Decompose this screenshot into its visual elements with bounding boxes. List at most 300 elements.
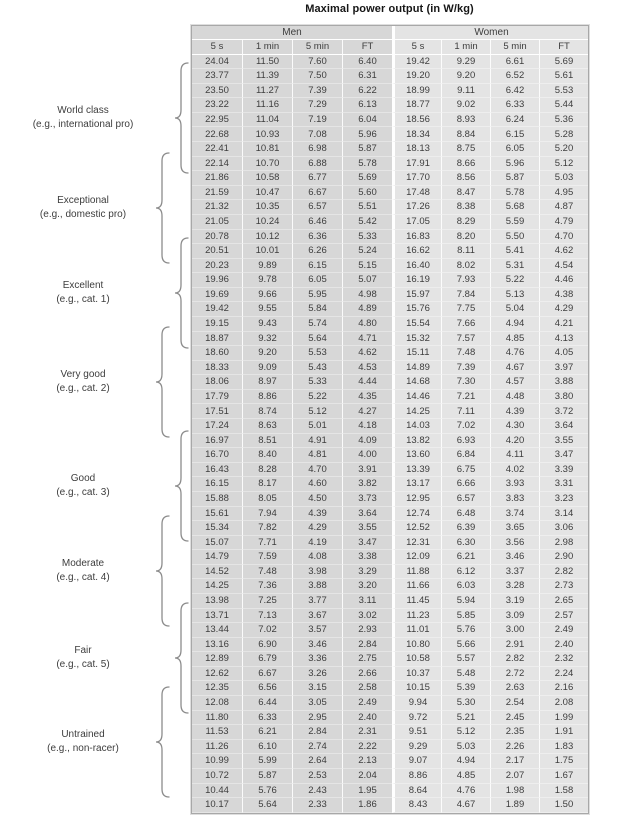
category-name: Exceptional (57, 195, 109, 206)
table-cell: 9.72 (392, 711, 441, 726)
table-row (192, 69, 588, 84)
table-cell: 3.02 (342, 609, 392, 624)
category-example: (e.g., cat. 4) (56, 571, 110, 583)
table-cell: 8.20 (441, 230, 490, 245)
table-cell: 6.30 (441, 536, 490, 551)
table-cell: 4.29 (292, 521, 342, 536)
column-header: 5 min (292, 40, 342, 55)
table-cell: 8.93 (441, 113, 490, 128)
table-cell: 11.27 (242, 84, 292, 99)
table-cell: 9.55 (242, 302, 292, 317)
table-cell: 7.93 (441, 273, 490, 288)
table-cell: 6.24 (490, 113, 539, 128)
table-cell: 2.65 (539, 594, 588, 609)
table-cell: 7.94 (242, 507, 292, 522)
table-cell: 5.33 (342, 230, 392, 245)
table-cell: 7.48 (242, 565, 292, 580)
table-cell: 19.15 (192, 317, 242, 332)
table-cell: 11.01 (392, 623, 441, 638)
table-cell: 20.23 (192, 259, 242, 274)
table-cell: 23.77 (192, 69, 242, 84)
table-cell: 2.35 (490, 725, 539, 740)
table-cell: 17.26 (392, 200, 441, 215)
table-cell: 10.01 (242, 244, 292, 259)
table-cell: 4.35 (342, 390, 392, 405)
table-cell: 6.04 (342, 113, 392, 128)
table-row (192, 579, 588, 594)
category-example: (e.g., international pro) (32, 118, 134, 130)
table-cell: 2.57 (539, 609, 588, 624)
table-cell: 8.66 (441, 157, 490, 172)
table-row (192, 215, 588, 230)
table-cell: 3.46 (292, 638, 342, 653)
table-cell: 11.26 (192, 740, 242, 755)
table-cell: 4.91 (292, 434, 342, 449)
table-cell: 7.13 (242, 609, 292, 624)
table-row (192, 346, 588, 361)
table-cell: 6.05 (490, 142, 539, 157)
table-cell: 5.76 (242, 784, 292, 799)
table-cell: 10.58 (392, 652, 441, 667)
table-cell: 5.53 (539, 84, 588, 99)
table-cell: 17.51 (192, 404, 242, 419)
table-cell: 6.88 (292, 157, 342, 172)
table-cell: 22.14 (192, 157, 242, 172)
table-cell: 6.13 (342, 98, 392, 113)
table-cell: 4.94 (441, 754, 490, 769)
table-cell: 1.50 (539, 798, 588, 813)
table-cell: 4.02 (490, 463, 539, 478)
table-row (192, 404, 588, 419)
table-cell: 2.91 (490, 638, 539, 653)
table-row (192, 259, 588, 274)
table-cell: 3.73 (342, 492, 392, 507)
table-row (192, 740, 588, 755)
table-row (192, 609, 588, 624)
table-cell: 6.52 (490, 69, 539, 84)
table-cell: 2.82 (539, 565, 588, 580)
table-cell: 5.64 (292, 332, 342, 347)
table-cell: 6.93 (441, 434, 490, 449)
table-cell: 3.57 (292, 623, 342, 638)
table-cell: 16.83 (392, 230, 441, 245)
table-cell: 4.21 (539, 317, 588, 332)
table-cell: 10.17 (192, 798, 242, 813)
table-cell: 4.46 (539, 273, 588, 288)
table-cell: 2.82 (490, 652, 539, 667)
table-cell: 4.80 (342, 317, 392, 332)
curly-brace-icon (175, 63, 188, 173)
table-cell: 6.31 (342, 69, 392, 84)
table-cell: 5.76 (441, 623, 490, 638)
table-cell: 2.49 (342, 696, 392, 711)
table-cell: 8.38 (441, 200, 490, 215)
table-cell: 5.41 (490, 244, 539, 259)
table-cell: 5.60 (342, 186, 392, 201)
category-name: World class (57, 105, 109, 116)
table-cell: 4.62 (342, 346, 392, 361)
table-cell: 5.43 (292, 361, 342, 376)
category-example: (e.g., cat. 1) (56, 293, 110, 305)
table-cell: 7.29 (292, 98, 342, 113)
table-cell: 6.36 (292, 230, 342, 245)
table-cell: 2.93 (342, 623, 392, 638)
table-cell: 10.37 (392, 667, 441, 682)
table-cell: 6.66 (441, 477, 490, 492)
table-cell: 17.91 (392, 157, 441, 172)
category-name: Moderate (61, 558, 105, 569)
table-cell: 6.21 (441, 550, 490, 565)
table-cell: 7.25 (242, 594, 292, 609)
table-cell: 3.20 (342, 579, 392, 594)
table-cell: 6.26 (292, 244, 342, 259)
table-cell: 10.99 (192, 754, 242, 769)
table-cell: 4.29 (539, 302, 588, 317)
table-cell: 3.97 (539, 361, 588, 376)
table-cell: 19.96 (192, 273, 242, 288)
table-cell: 3.56 (490, 536, 539, 551)
table-cell: 6.48 (441, 507, 490, 522)
table-cell: 3.09 (490, 609, 539, 624)
table-cell: 15.34 (192, 521, 242, 536)
table-cell: 5.95 (292, 288, 342, 303)
table-cell: 7.02 (441, 419, 490, 434)
table-cell: 3.93 (490, 477, 539, 492)
table-cell: 15.88 (192, 492, 242, 507)
table-cell: 12.52 (392, 521, 441, 536)
table-cell: 1.95 (342, 784, 392, 799)
table-cell: 16.40 (392, 259, 441, 274)
table-cell: 2.95 (292, 711, 342, 726)
table-cell: 3.88 (539, 375, 588, 390)
table-cell: 3.19 (490, 594, 539, 609)
table-cell: 3.00 (490, 623, 539, 638)
table-cell: 5.53 (292, 346, 342, 361)
table-cell: 8.51 (242, 434, 292, 449)
table-cell: 18.06 (192, 375, 242, 390)
table-cell: 3.98 (292, 565, 342, 580)
table-cell: 7.84 (441, 288, 490, 303)
table-cell: 12.74 (392, 507, 441, 522)
table-cell: 4.60 (292, 477, 342, 492)
category-name: Very good (60, 369, 106, 380)
table-cell: 15.07 (192, 536, 242, 551)
table-cell: 13.98 (192, 594, 242, 609)
table-cell: 2.40 (342, 711, 392, 726)
table-cell: 5.21 (441, 711, 490, 726)
table-cell: 6.15 (490, 127, 539, 142)
table-row (192, 594, 588, 609)
table-cell: 11.23 (392, 609, 441, 624)
table-cell: 9.07 (392, 754, 441, 769)
table-cell: 6.75 (441, 463, 490, 478)
table-cell: 3.23 (539, 492, 588, 507)
table-cell: 5.87 (490, 171, 539, 186)
table-cell: 23.50 (192, 84, 242, 99)
table-row (192, 798, 588, 813)
table-cell: 1.67 (539, 769, 588, 784)
table-cell: 7.71 (242, 536, 292, 551)
column-header: 5 s (392, 40, 441, 55)
table-cell: 11.50 (242, 55, 292, 70)
table-cell: 5.31 (490, 259, 539, 274)
table-row (192, 492, 588, 507)
table-cell: 1.99 (539, 711, 588, 726)
table-row (192, 361, 588, 376)
table-cell: 3.47 (342, 536, 392, 551)
table-cell: 3.55 (342, 521, 392, 536)
table-cell: 8.05 (242, 492, 292, 507)
table-cell: 15.97 (392, 288, 441, 303)
table-cell: 5.87 (242, 769, 292, 784)
table-cell: 11.80 (192, 711, 242, 726)
table-cell: 20.51 (192, 244, 242, 259)
table-cell: 6.56 (242, 681, 292, 696)
table-cell: 8.75 (441, 142, 490, 157)
table-cell: 9.78 (242, 273, 292, 288)
table-cell: 11.39 (242, 69, 292, 84)
curly-brace-icon (175, 238, 188, 348)
table-cell: 5.78 (490, 186, 539, 201)
table-cell: 3.37 (490, 565, 539, 580)
table-cell: 6.42 (490, 84, 539, 99)
table-cell: 2.84 (292, 725, 342, 740)
table-cell: 6.98 (292, 142, 342, 157)
table-row (192, 623, 588, 638)
table-cell: 4.89 (342, 302, 392, 317)
table-cell: 5.42 (342, 215, 392, 230)
table-cell: 2.66 (342, 667, 392, 682)
table-cell: 7.50 (292, 69, 342, 84)
table-cell: 14.89 (392, 361, 441, 376)
column-header: 5 s (192, 40, 242, 55)
table-cell: 18.34 (392, 127, 441, 142)
table-row (192, 244, 588, 259)
table-cell: 7.82 (242, 521, 292, 536)
table-cell: 5.48 (441, 667, 490, 682)
table-cell: 6.33 (242, 711, 292, 726)
table-cell: 3.36 (292, 652, 342, 667)
table-cell: 11.45 (392, 594, 441, 609)
table-cell: 5.24 (342, 244, 392, 259)
category-example: (e.g., cat. 5) (56, 658, 110, 670)
table-row (192, 434, 588, 449)
table-cell: 3.55 (539, 434, 588, 449)
table-cell: 8.84 (441, 127, 490, 142)
table-cell: 22.41 (192, 142, 242, 157)
table-cell: 16.62 (392, 244, 441, 259)
table-row (192, 419, 588, 434)
table-cell: 5.61 (539, 69, 588, 84)
table-cell: 6.03 (441, 579, 490, 594)
table-cell: 9.94 (392, 696, 441, 711)
table-cell: 3.05 (292, 696, 342, 711)
table-cell: 5.51 (342, 200, 392, 215)
table-cell: 10.81 (242, 142, 292, 157)
table-cell: 4.85 (490, 332, 539, 347)
table-cell: 18.87 (192, 332, 242, 347)
table-cell: 2.74 (292, 740, 342, 755)
table-cell: 21.59 (192, 186, 242, 201)
table-cell: 4.67 (490, 361, 539, 376)
table-cell: 5.57 (441, 652, 490, 667)
table-cell: 5.85 (441, 609, 490, 624)
table-cell: 1.89 (490, 798, 539, 813)
table-row (192, 98, 588, 113)
table-cell: 4.13 (539, 332, 588, 347)
table-cell: 16.97 (192, 434, 242, 449)
table-cell: 8.86 (392, 769, 441, 784)
table-cell: 1.86 (342, 798, 392, 813)
table-row (192, 521, 588, 536)
women-group-header: Women (392, 26, 588, 40)
table-cell: 6.05 (292, 273, 342, 288)
table-row (192, 638, 588, 653)
table-cell: 8.17 (242, 477, 292, 492)
table-cell: 5.03 (539, 171, 588, 186)
table-row (192, 332, 588, 347)
table-cell: 3.11 (342, 594, 392, 609)
table-title: Maximal power output (in W/kg) (305, 3, 474, 15)
table-cell: 15.61 (192, 507, 242, 522)
table-cell: 10.93 (242, 127, 292, 142)
table-cell: 2.49 (539, 623, 588, 638)
column-header: 1 min (441, 40, 490, 55)
table-cell: 7.59 (242, 550, 292, 565)
table-cell: 13.17 (392, 477, 441, 492)
table-cell: 5.69 (342, 171, 392, 186)
table-cell: 7.36 (242, 579, 292, 594)
table-cell: 6.15 (292, 259, 342, 274)
table-cell: 5.59 (490, 215, 539, 230)
table-cell: 5.96 (490, 157, 539, 172)
table-cell: 18.77 (392, 98, 441, 113)
table-cell: 16.15 (192, 477, 242, 492)
table-cell: 7.48 (441, 346, 490, 361)
table-cell: 2.90 (539, 550, 588, 565)
table-cell: 4.57 (490, 375, 539, 390)
table-cell: 7.21 (441, 390, 490, 405)
table-cell: 2.53 (292, 769, 342, 784)
table-cell: 9.51 (392, 725, 441, 740)
table-cell: 6.22 (342, 84, 392, 99)
table-cell: 22.95 (192, 113, 242, 128)
table-cell: 2.63 (490, 681, 539, 696)
table-cell: 13.82 (392, 434, 441, 449)
table-cell: 5.33 (292, 375, 342, 390)
table-body (192, 55, 588, 813)
table-cell: 2.08 (539, 696, 588, 711)
table-cell: 17.79 (192, 390, 242, 405)
table-cell: 4.98 (342, 288, 392, 303)
table-row (192, 157, 588, 172)
category-label (3, 194, 163, 222)
table-cell: 3.77 (292, 594, 342, 609)
table-row (192, 507, 588, 522)
table-cell: 7.02 (242, 623, 292, 638)
table-cell: 24.04 (192, 55, 242, 70)
table-cell: 2.17 (490, 754, 539, 769)
table-row (192, 127, 588, 142)
table-cell: 2.43 (292, 784, 342, 799)
category-label (3, 104, 163, 132)
table-cell: 12.95 (392, 492, 441, 507)
table-cell: 14.25 (192, 579, 242, 594)
table-row (192, 230, 588, 245)
table-cell: 15.54 (392, 317, 441, 332)
table-cell: 11.04 (242, 113, 292, 128)
table-cell: 5.20 (539, 142, 588, 157)
table-cell: 9.11 (441, 84, 490, 99)
table-cell: 3.28 (490, 579, 539, 594)
table-cell: 3.14 (539, 507, 588, 522)
table-cell: 10.72 (192, 769, 242, 784)
table-cell: 19.20 (392, 69, 441, 84)
table-row (192, 273, 588, 288)
table-row (192, 652, 588, 667)
table-cell: 13.16 (192, 638, 242, 653)
table-cell: 15.76 (392, 302, 441, 317)
table-row (192, 302, 588, 317)
table-cell: 2.07 (490, 769, 539, 784)
table-row (192, 84, 588, 99)
table-cell: 4.67 (441, 798, 490, 813)
table-cell: 1.83 (539, 740, 588, 755)
table-cell: 2.75 (342, 652, 392, 667)
table-cell: 2.22 (342, 740, 392, 755)
table-cell: 4.18 (342, 419, 392, 434)
table-cell: 19.42 (192, 302, 242, 317)
table-cell: 2.31 (342, 725, 392, 740)
table-cell: 4.94 (490, 317, 539, 332)
table-cell: 6.46 (292, 215, 342, 230)
table-cell: 4.38 (539, 288, 588, 303)
table-cell: 14.25 (392, 404, 441, 419)
table-cell: 3.39 (539, 463, 588, 478)
table-cell: 10.24 (242, 215, 292, 230)
table-cell: 5.39 (441, 681, 490, 696)
table-cell: 6.77 (292, 171, 342, 186)
table-cell: 5.03 (441, 740, 490, 755)
table-cell: 4.19 (292, 536, 342, 551)
table-cell: 3.88 (292, 579, 342, 594)
table-cell: 6.57 (441, 492, 490, 507)
table-cell: 12.89 (192, 652, 242, 667)
table-cell: 13.39 (392, 463, 441, 478)
table-cell: 2.84 (342, 638, 392, 653)
table-cell: 6.67 (292, 186, 342, 201)
table-cell: 5.87 (342, 142, 392, 157)
table-cell: 5.66 (441, 638, 490, 653)
table-cell: 22.68 (192, 127, 242, 142)
column-header: FT (539, 40, 588, 55)
table-cell: 4.85 (441, 769, 490, 784)
table-cell: 14.68 (392, 375, 441, 390)
table-cell: 3.65 (490, 521, 539, 536)
table-cell: 3.64 (342, 507, 392, 522)
table-cell: 7.30 (441, 375, 490, 390)
category-name: Excellent (62, 280, 104, 291)
category-example: (e.g., cat. 2) (56, 382, 110, 394)
table-cell: 9.29 (441, 55, 490, 70)
table-cell: 7.57 (441, 332, 490, 347)
table-cell: 6.40 (342, 55, 392, 70)
table-cell: 2.24 (539, 667, 588, 682)
table-cell: 1.75 (539, 754, 588, 769)
data-table-container (191, 25, 589, 814)
table-cell: 8.40 (242, 448, 292, 463)
column-header: 5 min (490, 40, 539, 55)
